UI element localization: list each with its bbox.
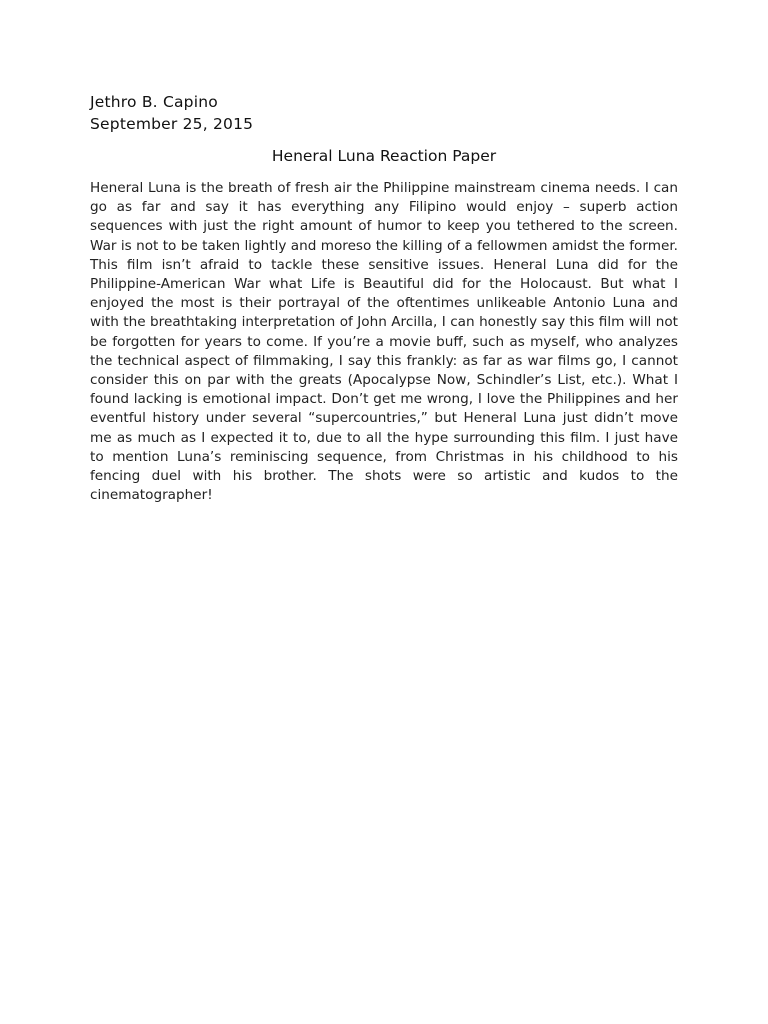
document-title: Heneral Luna Reaction Paper xyxy=(271,147,497,165)
author-name: Jethro B. Capino xyxy=(90,93,218,111)
document-date: September 25, 2015 xyxy=(90,115,254,133)
body-paragraph: Heneral Luna is the breath of fresh air the Philippine mainstream cinema needs. I can go as far and say it has everything any Filipino would enjoy – superb action sequences with just the right amount of humor to keep you tethered to the screen. War is not to be taken lightly and moreso the killing of a fellowmen amidst the former. This film isn’t afraid to tackle these sensitive issues. Heneral Luna did for the Philippine-American War what Life is Beautiful did for the Holocaust. But what I enjoyed the most is their portrayal of the oftentimes unlikeable Antonio Luna and with the breathtaking interpretation of John Arcilla, I can honestly say this film will not be forgotten for years to come. If you’re a movie buff, such as myself, who analyzes the technical aspect of filmmaking, I say this frankly: as far as war films go, I cannot consider this on par with the greats (Apocalypse Now, Schindler’s List, etc.). What I found lacking is emotional impact. Don’t get me wrong, I love the Philippines and her eventful history under several “supercountries,” but Heneral Luna just didn’t move me as much as I expected it to, due to all the hype surrounding this film. I just have to mention Luna’s reminiscing sequence, from Christmas in his childhood to his fencing duel with his brother. The shots were so artistic and kudos to the cinematographer! xyxy=(90,180,678,504)
